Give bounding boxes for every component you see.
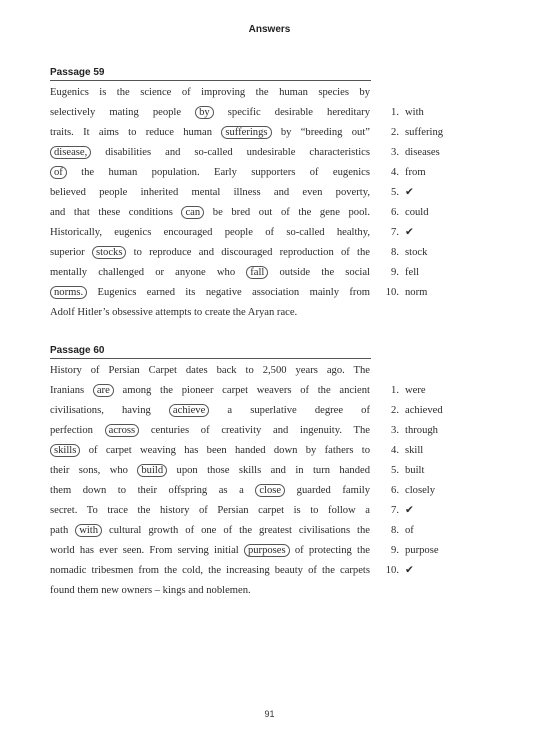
answer-text: purpose — [405, 545, 439, 556]
answer-item — [379, 504, 414, 518]
answer-text: skill — [405, 445, 424, 456]
page-header: Answers — [248, 24, 291, 35]
answer-item — [379, 206, 429, 220]
passage-line — [50, 306, 370, 320]
answer-text: norm — [405, 287, 428, 298]
answer-text: through — [405, 425, 438, 436]
passage-line — [50, 404, 370, 418]
passage-text: cultural growth of one of the greatest civilisations the — [102, 525, 370, 536]
answer-text: closely — [405, 485, 436, 496]
circled-error-word: disease, — [50, 146, 91, 159]
answer-item — [379, 444, 423, 458]
passage-text: Adolf Hitler’s obsessive attempts to create the Aryan race. — [50, 307, 298, 318]
answer-item — [379, 524, 414, 538]
answer-item — [379, 126, 443, 140]
checkmark-icon: ✔ — [405, 187, 414, 198]
answer-number: 6. — [391, 207, 399, 218]
passage-text: Eugenics is the science of improving the human species by — [50, 87, 370, 98]
passage-text: to reproduce and discouraged reproduction of the — [126, 247, 370, 258]
answer-item — [379, 186, 414, 200]
answer-number: 1. — [391, 107, 399, 118]
checkmark-icon: ✔ — [405, 565, 414, 576]
answer-text: of — [405, 525, 414, 536]
passage-line — [50, 504, 370, 518]
passage-line — [50, 146, 370, 160]
answer-number: 1. — [391, 385, 399, 396]
answer-number: 9. — [391, 267, 399, 278]
passage-line — [50, 206, 370, 220]
answer-number: 10. — [385, 565, 399, 576]
circled-error-word: sufferings — [221, 126, 271, 139]
answer-item — [379, 286, 427, 300]
passage-line — [50, 424, 370, 438]
answer-item — [379, 266, 419, 280]
passage-line — [50, 106, 370, 120]
passage-60-title: Passage 60 — [50, 345, 105, 356]
answer-item — [379, 146, 440, 160]
answer-number: 5. — [391, 187, 399, 198]
answer-number: 10. — [385, 287, 399, 298]
passage-text: outside the social — [268, 267, 371, 278]
passage-text: guarded family — [285, 485, 370, 496]
passage-59-rule — [50, 80, 371, 81]
passage-text: mentally challenged or anyone who — [50, 267, 247, 278]
passage-text: traits. It aims to reduce human — [50, 127, 222, 138]
passage-text: believed people inherited mental illness and even poverty, — [50, 187, 370, 198]
answer-text: achieved — [405, 405, 443, 416]
answer-text: fell — [405, 267, 420, 278]
answer-item — [379, 246, 427, 260]
passage-text: world has ever seen. From serving initial — [50, 545, 244, 556]
passage-line — [50, 226, 370, 240]
passage-line — [50, 266, 370, 280]
passage-text: History of Persian Carpet dates back to 2,500 years ago. The — [50, 365, 370, 376]
passage-text: among the pioneer carpet weavers of the ancient — [113, 385, 370, 396]
answer-item — [379, 564, 414, 578]
passage-text: a superlative degree of — [209, 405, 370, 416]
circled-error-word: close — [255, 484, 285, 497]
answer-item — [379, 384, 426, 398]
passage-text: Iranians — [50, 385, 93, 396]
passage-text: of protecting the — [289, 545, 371, 556]
answer-item — [379, 226, 414, 240]
circled-error-word: can — [181, 206, 204, 219]
passage-text: selectively mating people — [50, 107, 196, 118]
passage-line — [50, 524, 370, 538]
answer-text: from — [405, 167, 426, 178]
answer-item — [379, 404, 443, 418]
circled-error-word: build — [137, 464, 167, 477]
passage-line — [50, 166, 370, 180]
passage-text: disabilities and so-called undesirable characteristics — [91, 147, 370, 158]
passage-text: found them new owners – kings and noblemen. — [50, 585, 251, 596]
passage-60-rule — [50, 358, 371, 359]
passage-text: path — [50, 525, 76, 536]
passage-59-title: Passage 59 — [50, 67, 105, 78]
passage-text: centuries of creativity and ingenuity. The — [139, 425, 370, 436]
answer-number: 3. — [391, 147, 399, 158]
answer-item — [379, 106, 424, 120]
passage-line — [50, 186, 370, 200]
passage-text: nomadic tribesmen from the cold, the increasing beauty of the carpets — [50, 565, 370, 576]
passage-line — [50, 86, 370, 100]
passage-line — [50, 564, 370, 578]
answer-number: 4. — [391, 167, 399, 178]
passage-line — [50, 584, 370, 598]
answer-item — [379, 544, 439, 558]
circled-error-word: are — [93, 384, 114, 397]
circled-error-word: of — [50, 166, 67, 179]
passage-line — [50, 364, 370, 378]
passage-line — [50, 544, 370, 558]
answer-number: 4. — [391, 445, 399, 456]
circled-error-word: achieve — [169, 404, 209, 417]
answer-text: were — [405, 385, 426, 396]
passage-text: the human population. Early supporters of eugenics — [66, 167, 370, 178]
answer-number: 7. — [391, 505, 399, 516]
passage-text: by “breeding out” — [271, 127, 370, 138]
passage-line — [50, 464, 370, 478]
answer-text: suffering — [405, 127, 444, 138]
answer-number: 7. — [391, 227, 399, 238]
passage-text: and that these conditions — [50, 207, 182, 218]
answer-text: built — [405, 465, 425, 476]
answer-number: 2. — [391, 127, 399, 138]
passage-text: Eugenics earned its negative association mainly from — [87, 287, 370, 298]
passage-text: upon those skills and in turn handed — [167, 465, 371, 476]
answer-text: with — [405, 107, 424, 118]
circled-error-word: purposes — [244, 544, 290, 557]
passage-line — [50, 246, 370, 260]
passage-text: their sons, who — [50, 465, 138, 476]
answer-number: 8. — [391, 247, 399, 258]
answer-number: 9. — [391, 545, 399, 556]
passage-text: specific desirable hereditary — [213, 107, 370, 118]
passage-text: civilisations, having — [50, 405, 169, 416]
answer-item — [379, 484, 435, 498]
passage-text: secret. To trace the history of Persian carpet is to follow a — [50, 505, 370, 516]
circled-error-word: by — [195, 106, 214, 119]
answer-item — [379, 424, 438, 438]
answer-text: diseases — [405, 147, 440, 158]
circled-error-word: with — [75, 524, 102, 537]
answer-number: 8. — [391, 525, 399, 536]
answer-number: 6. — [391, 485, 399, 496]
passage-text: Historically, eugenics encouraged people of so-called healthy, — [50, 227, 370, 238]
passage-text: of carpet weaving has been handed down by fathers to — [80, 445, 370, 456]
answer-number: 3. — [391, 425, 399, 436]
passage-line — [50, 126, 370, 140]
passage-line — [50, 286, 370, 300]
answer-item — [379, 166, 426, 180]
circled-error-word: stocks — [92, 246, 126, 259]
passage-text: be bred out of the gene pool. — [204, 207, 370, 218]
answer-number: 5. — [391, 465, 399, 476]
circled-error-word: norms. — [50, 286, 87, 299]
answer-text: could — [405, 207, 429, 218]
passage-line — [50, 484, 370, 498]
answer-number: 2. — [391, 405, 399, 416]
passage-text: superior — [50, 247, 92, 258]
passage-text: them down to their offspring as a — [50, 485, 256, 496]
passage-line — [50, 384, 370, 398]
answer-item — [379, 464, 424, 478]
circled-error-word: fall — [246, 266, 268, 279]
circled-error-word: skills — [50, 444, 80, 457]
answer-text: stock — [405, 247, 428, 258]
circled-error-word: across — [105, 424, 139, 437]
checkmark-icon: ✔ — [405, 505, 414, 516]
passage-line — [50, 444, 370, 458]
checkmark-icon: ✔ — [405, 227, 414, 238]
passage-text: perfection — [50, 425, 105, 436]
page-number: 91 — [264, 709, 275, 719]
